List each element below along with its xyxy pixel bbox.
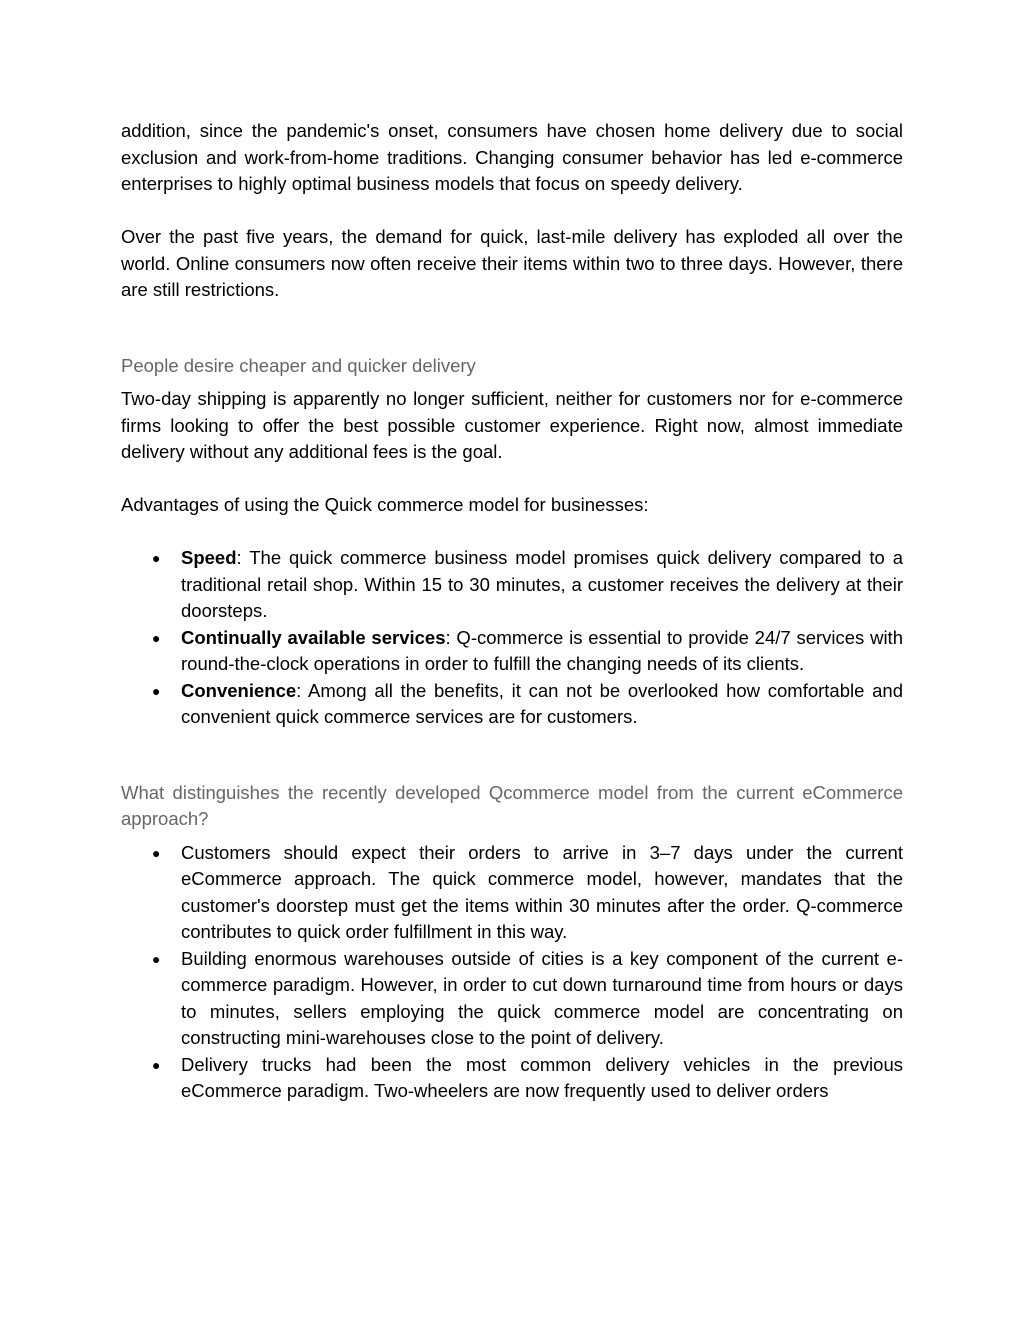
list-item	[121, 625, 903, 678]
bullet-icon: ●	[152, 844, 161, 861]
list-item	[121, 840, 903, 946]
bullet-icon: ●	[152, 682, 161, 699]
list-item-term: Continually available services	[181, 626, 446, 648]
list-item-text: : The quick commerce business model promises quick delivery compared to a traditional retail shop. Within 15 to 30 minutes, a customer receives the delivery at their doorsteps.	[181, 547, 903, 621]
section-heading-cheaper-quicker: People desire cheaper and quicker delivery	[121, 354, 476, 376]
list-item-term: Speed	[181, 547, 237, 568]
bullet-icon: ●	[152, 1056, 161, 1073]
list-item	[121, 545, 903, 625]
list-item	[121, 678, 903, 731]
paragraph-two-day-shipping: Two-day shipping is apparently no longer sufficient, neither for customers nor for e-commerce firms looking to offer the best possible customer experience. Right now, almost immediate delivery without any additional fees is the goal.	[121, 388, 903, 462]
paragraph-advantages-intro: Advantages of using the Quick commerce model for businesses:	[121, 494, 649, 515]
list-item-text: Building enormous warehouses outside of cities is a key component of the current e-commerce paradigm. However, in order to cut down turnaround time from hours or days to minutes, sellers employing the quick commerce model are concentrating on constructing mini-warehouses close to the point of delivery.	[181, 947, 903, 1048]
section-heading-qcommerce-vs-ecommerce: What distinguishes the recently developed Qcommerce model from the current eCommerce approach?	[121, 781, 903, 829]
list-item-term: Convenience	[181, 679, 297, 701]
bullet-icon: ●	[152, 629, 161, 646]
bullet-icon: ●	[152, 550, 161, 566]
differences-list	[121, 840, 903, 1105]
list-item-text: Customers should expect their orders to arrive in 3–7 days under the current eCommerce approach. The quick commerce model, however, mandates that the customer's doorstep must get the items within 30 minutes after the order. Q-commerce contributes to quick order fulfillment in this way.	[181, 841, 903, 942]
list-item-text: : Among all the benefits, it can not be overlooked how comfortable and convenient quick commerce services are for customers.	[181, 679, 903, 727]
advantages-list	[121, 545, 903, 731]
list-item-text: : Q-commerce is essential to provide 24/7 services with round-the-clock operations in order to fulfill the changing needs of its clients.	[181, 626, 903, 674]
list-item	[121, 946, 903, 1052]
list-item	[121, 1052, 903, 1105]
paragraph-last-mile-demand: Over the past five years, the demand for quick, last-mile delivery has exploded all over the world. Online consumers now often receive their items within two to three days. However, there are still restrictions.	[121, 226, 903, 300]
paragraph-pandemic-delivery: addition, since the pandemic's onset, consumers have chosen home delivery due to social exclusion and work-from-home traditions. Changing consumer behavior has led e-commerce enterprises to highly optimal business models that focus on speedy delivery.	[121, 120, 903, 194]
bullet-icon: ●	[152, 950, 161, 967]
document-page	[121, 118, 903, 1105]
list-item-text: Delivery trucks had been the most common delivery vehicles in the previous eCommerce paradigm. Two-wheelers are now frequently used to deliver orders	[181, 1053, 903, 1101]
